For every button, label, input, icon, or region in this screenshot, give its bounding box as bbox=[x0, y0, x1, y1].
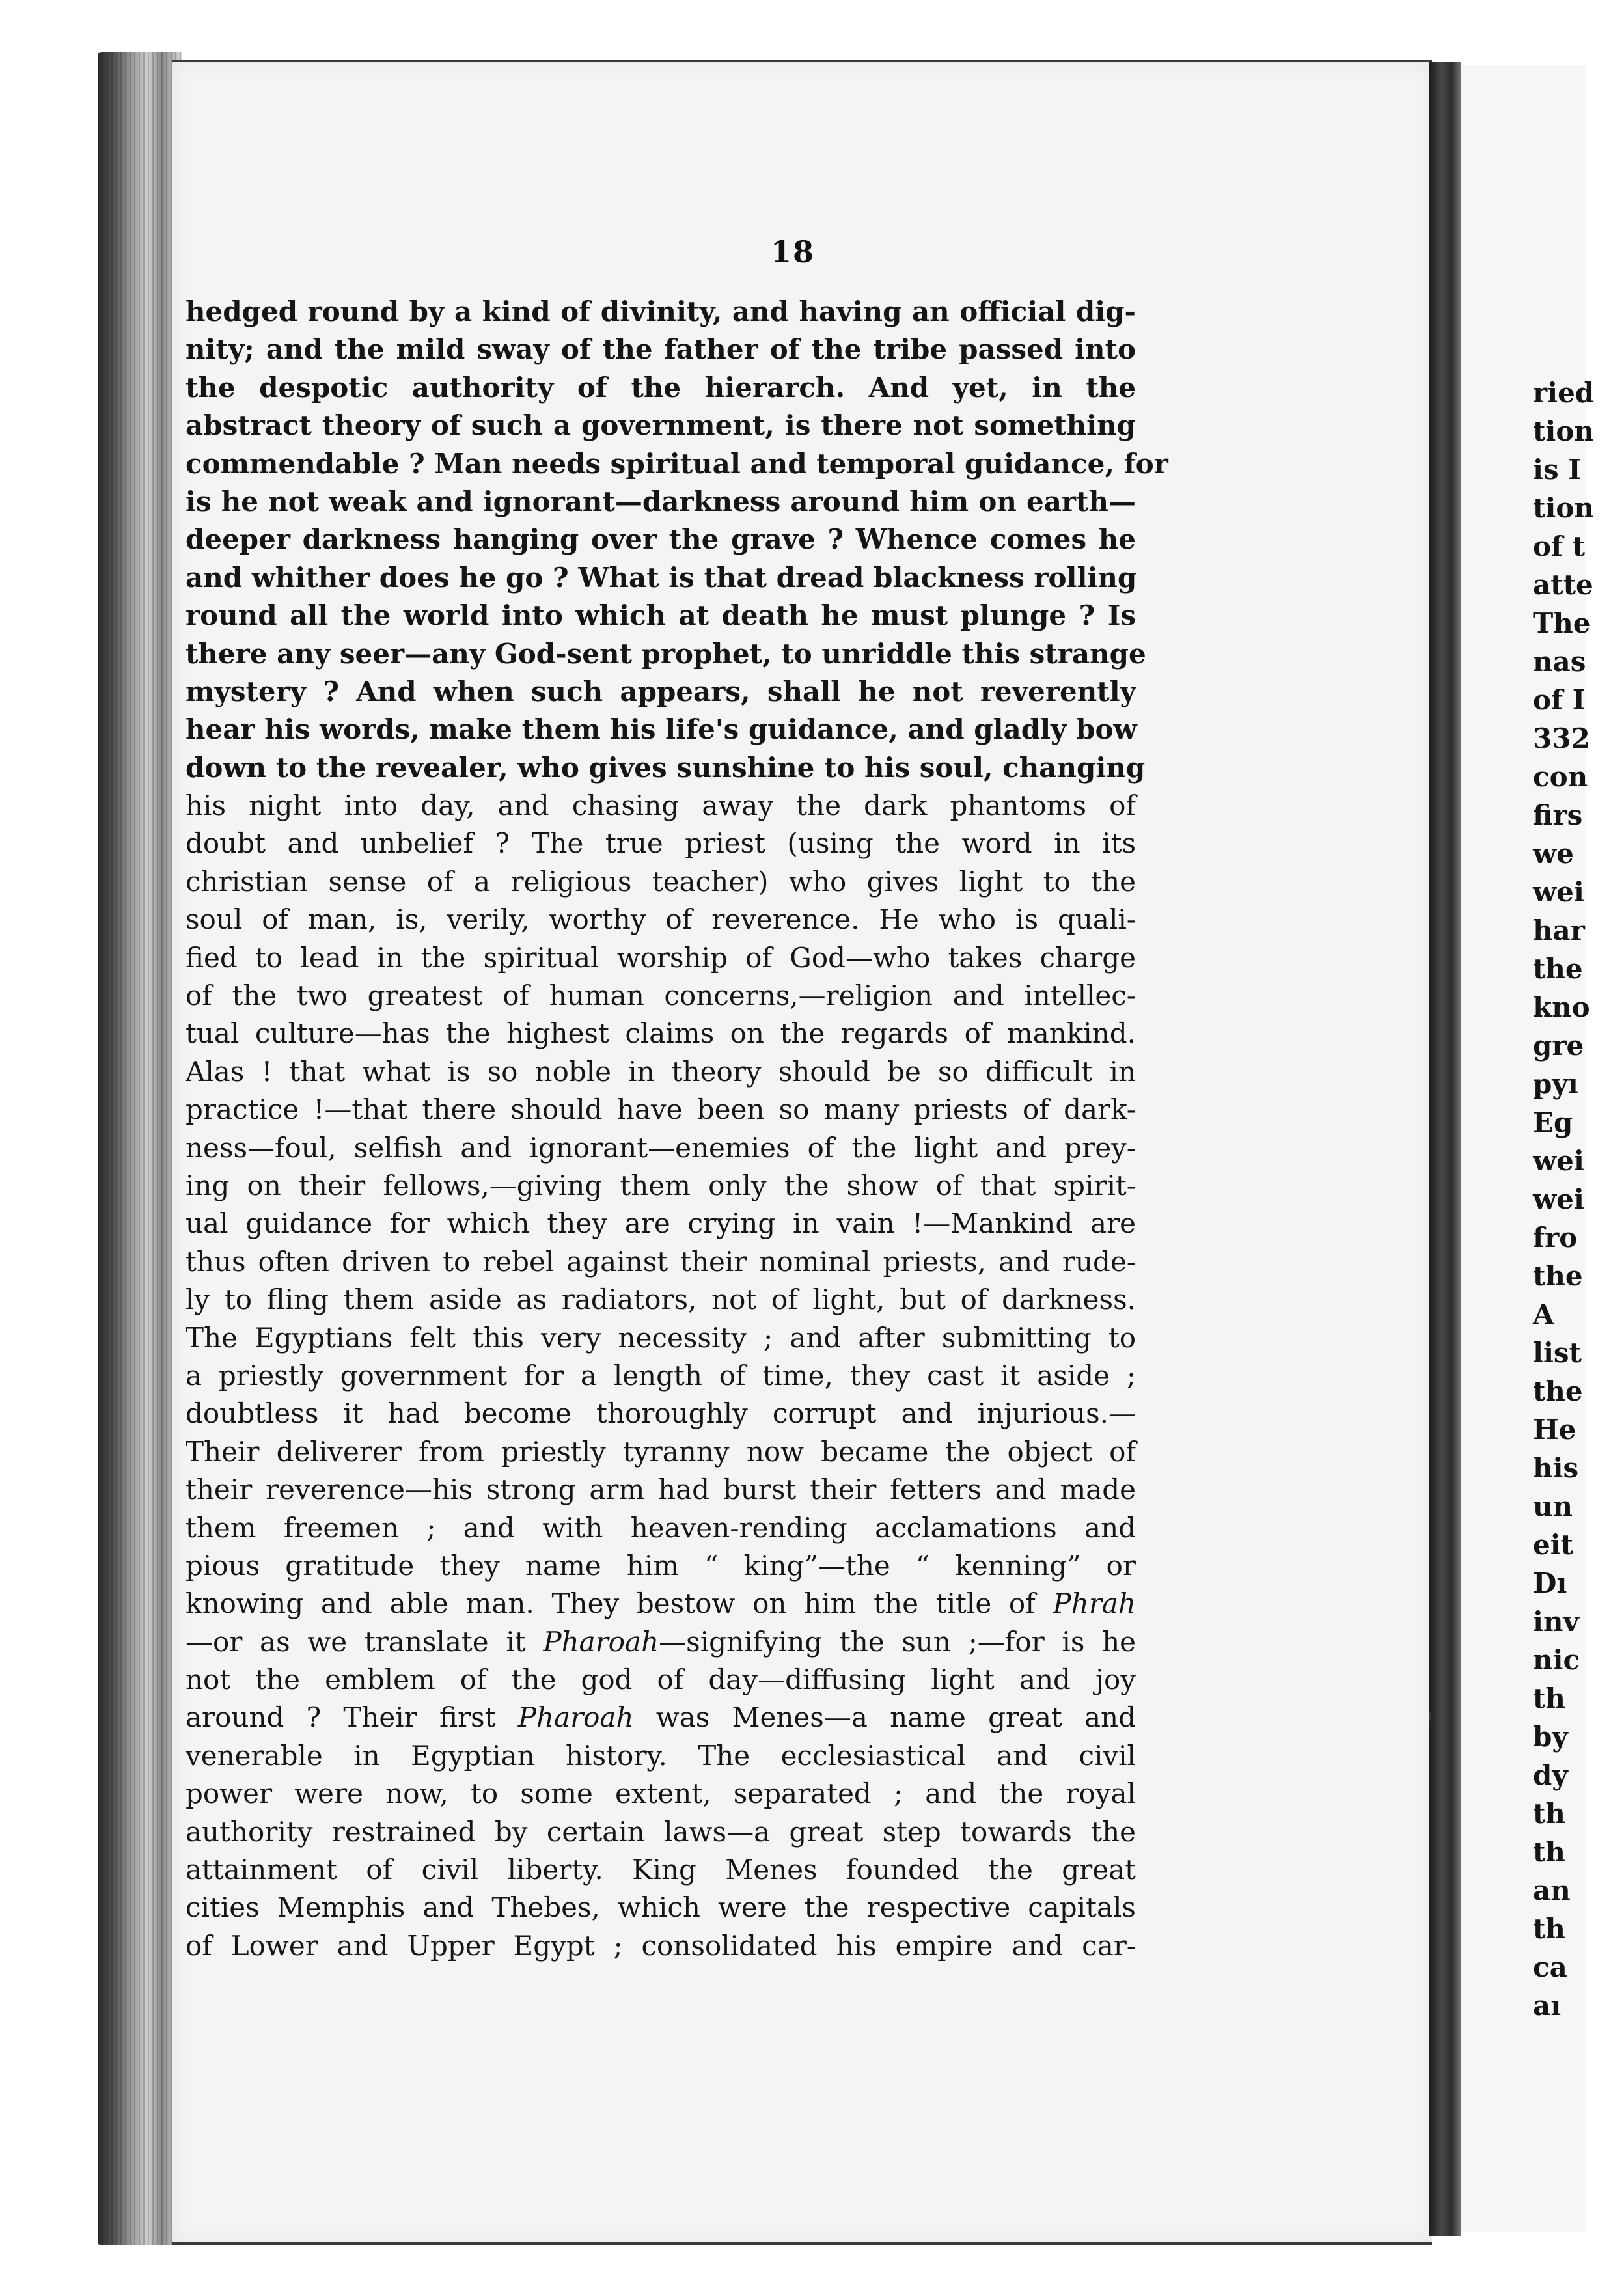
facing-page-line: gre bbox=[1533, 1030, 1584, 1062]
facing-page-line: of I bbox=[1533, 684, 1586, 716]
facing-page-line: 332 bbox=[1533, 722, 1590, 754]
text-line: abstract theory of such a government, is there not something bbox=[186, 409, 1136, 442]
text-line: practice !—that there should have been so many priests of dark- bbox=[186, 1093, 1136, 1126]
facing-page-line: by bbox=[1533, 1721, 1568, 1753]
text-line: a priestly government for a length of time, they cast it aside ; bbox=[186, 1359, 1136, 1392]
text-line: doubt and unbelief ? The true priest (using the word in its bbox=[186, 827, 1136, 860]
text-line: cities Memphis and Thebes, which were the respective capitals bbox=[186, 1891, 1136, 1924]
facing-page bbox=[1461, 65, 1595, 2232]
text-line: ual guidance for which they are crying in vain !—Mankind are bbox=[186, 1207, 1136, 1240]
facing-page-line: the bbox=[1533, 1375, 1583, 1407]
facing-page-line: eit bbox=[1533, 1529, 1574, 1561]
facing-page-line: The bbox=[1533, 607, 1591, 639]
text-line: christian sense of a religious teacher) who gives light to the bbox=[186, 865, 1136, 898]
facing-page-line: th bbox=[1533, 1682, 1565, 1714]
facing-page-line: th bbox=[1533, 1913, 1565, 1945]
body-text bbox=[186, 293, 1168, 1965]
facing-page-line: an bbox=[1533, 1874, 1571, 1906]
text-line: attainment of civil liberty. King Menes founded the great bbox=[186, 1854, 1136, 1886]
text-line: round all the world into which at death he must plunge ? Is bbox=[186, 599, 1136, 632]
facing-page-line: nas bbox=[1533, 646, 1586, 678]
text-line: nity; and the mild sway of the father of the tribe passed into bbox=[186, 333, 1136, 366]
text-line: knowing and able man. They bestow on him the title of Phrah bbox=[186, 1587, 1136, 1620]
text-line: and whither does he go ? What is that dread blackness rolling bbox=[186, 561, 1137, 594]
facing-page-line: con bbox=[1533, 761, 1588, 793]
left-page-edges bbox=[98, 52, 182, 2245]
facing-page-line: dy bbox=[1533, 1759, 1568, 1791]
facing-page-text bbox=[1533, 374, 1624, 2025]
text-line: commendable ? Man needs spiritual and temporal guidance, for bbox=[186, 447, 1168, 480]
text-line: hear his words, make them his life's guidance, and gladly bow bbox=[186, 713, 1137, 746]
facing-page-line: inv bbox=[1533, 1606, 1579, 1638]
text-line: is he not weak and ignorant—darkness around him on earth— bbox=[186, 485, 1136, 517]
text-line: power were now, to some extent, separated ; and the royal bbox=[186, 1777, 1136, 1810]
text-line: their reverence—his strong arm had burst their fetters and made bbox=[186, 1474, 1136, 1506]
text-line: thus often driven to rebel against their nominal priests, and rude- bbox=[186, 1245, 1136, 1278]
text-line: —or as we translate it Pharoah—signifying the sun ;—for is he bbox=[186, 1625, 1136, 1658]
text-line: pious gratitude they name him “ king”—the “ kenning” or bbox=[186, 1549, 1136, 1582]
facing-page-line: th bbox=[1533, 1836, 1565, 1868]
facing-page-line: Dı bbox=[1533, 1567, 1567, 1599]
text-line: hedged round by a kind of divinity, and having an official dig- bbox=[186, 295, 1136, 327]
text-line: doubtless it had become thoroughly corrupt and injurious.— bbox=[186, 1397, 1136, 1430]
facing-page-line: nic bbox=[1533, 1644, 1580, 1676]
facing-page-line: the bbox=[1533, 1260, 1583, 1292]
facing-page-line: firs bbox=[1533, 799, 1583, 831]
facing-page-line: his bbox=[1533, 1452, 1579, 1484]
facing-page-line: the bbox=[1533, 953, 1583, 985]
text-line: not the emblem of the god of day—diffusing light and joy bbox=[186, 1664, 1136, 1696]
facing-page-line: kno bbox=[1533, 991, 1590, 1023]
facing-page-line: pyı bbox=[1533, 1068, 1578, 1100]
text-line: of Lower and Upper Egypt ; consolidated his empire and car- bbox=[186, 1929, 1136, 1962]
facing-page-line: un bbox=[1533, 1490, 1573, 1522]
facing-page-line: He bbox=[1533, 1414, 1576, 1446]
text-line: ly to fling them aside as radiators, not of light, but of darkness. bbox=[186, 1283, 1136, 1316]
text-line: soul of man, is, verily, worthy of reverence. He who is quali- bbox=[186, 903, 1136, 936]
facing-page-line: we bbox=[1533, 838, 1574, 870]
facing-page-line: ca bbox=[1533, 1951, 1567, 1983]
page-number: 18 bbox=[770, 234, 815, 269]
text-line: Their deliverer from priestly tyranny now became the object of bbox=[186, 1435, 1136, 1468]
text-line: The Egyptians felt this very necessity ; and after submitting to bbox=[186, 1321, 1136, 1354]
facing-page-line: list bbox=[1533, 1337, 1582, 1369]
text-line: the despotic authority of the hierarch. And yet, in the bbox=[186, 371, 1136, 404]
facing-page-line: tion bbox=[1533, 492, 1594, 524]
facing-page-line: A bbox=[1533, 1298, 1554, 1330]
scan-speck bbox=[1429, 1712, 1431, 1721]
text-line: of the two greatest of human concerns,—religion and intellec- bbox=[186, 980, 1136, 1012]
facing-page-line: atte bbox=[1533, 569, 1593, 601]
text-line: mystery ? And when such appears, shall he not reverently bbox=[186, 675, 1136, 707]
text-line: ness—foul, selfish and ignorant—enemies of the light and prey- bbox=[186, 1131, 1136, 1164]
text-line: authority restrained by certain laws—a great step towards the bbox=[186, 1815, 1136, 1848]
text-line: there any seer—any God-sent prophet, to unriddle this strange bbox=[186, 637, 1146, 670]
facing-page-line: wei bbox=[1533, 1183, 1584, 1215]
text-line: tual culture—has the highest claims on the regards of mankind. bbox=[186, 1017, 1136, 1050]
facing-page-line: th bbox=[1533, 1798, 1565, 1830]
facing-page-line: of t bbox=[1533, 530, 1586, 562]
text-line: deeper darkness hanging over the grave ? Whence comes he bbox=[186, 523, 1136, 556]
text-line: venerable in Egyptian history. The ecclesiastical and civil bbox=[186, 1739, 1136, 1772]
text-line: ing on their fellows,—giving them only the show of that spirit- bbox=[186, 1169, 1136, 1201]
facing-page-line: tion bbox=[1533, 415, 1594, 447]
facing-page-line: wei bbox=[1533, 1145, 1584, 1177]
facing-page-line: is I bbox=[1533, 454, 1581, 486]
text-line: fied to lead in the spiritual worship of God—who takes charge bbox=[186, 941, 1136, 974]
facing-page-line: aı bbox=[1533, 1990, 1562, 2022]
text-line: Alas ! that what is so noble in theory should be so difficult in bbox=[186, 1055, 1136, 1088]
facing-page-line: har bbox=[1533, 914, 1585, 946]
binding-gutter bbox=[1429, 62, 1461, 2236]
text-line: his night into day, and chasing away the dark phantoms of bbox=[186, 789, 1136, 822]
facing-page-line: ried bbox=[1533, 377, 1595, 409]
facing-page-line: fro bbox=[1533, 1222, 1578, 1254]
text-line: them freemen ; and with heaven-rending acclamations and bbox=[186, 1511, 1136, 1544]
text-line: down to the revealer, who gives sunshine to his soul, changing bbox=[186, 751, 1146, 784]
text-line: around ? Their first Pharoah was Menes—a name great and bbox=[186, 1701, 1136, 1734]
facing-page-line: wei bbox=[1533, 876, 1584, 908]
facing-page-line: Eg bbox=[1533, 1106, 1573, 1138]
